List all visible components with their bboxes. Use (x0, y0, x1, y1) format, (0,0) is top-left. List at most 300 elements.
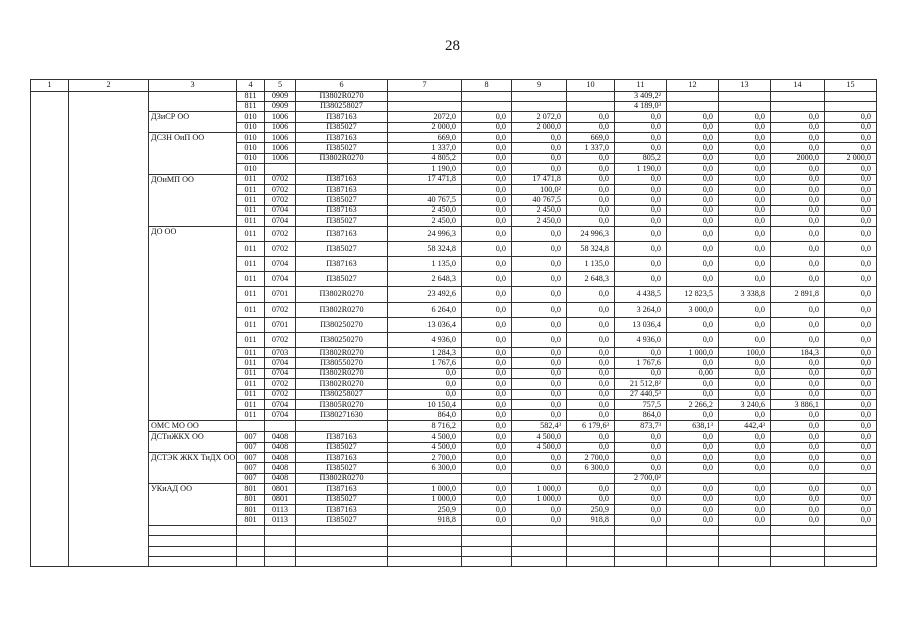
table-cell: 2 648,3 (567, 272, 615, 287)
table-cell: 0408 (265, 452, 296, 462)
table-cell: 0,0 (567, 302, 615, 317)
table-row (31, 112, 877, 122)
department-cell: ДСТиЖКХ ОО (149, 432, 237, 453)
table-cell (825, 101, 877, 111)
empty-cell (388, 546, 462, 556)
table-cell: 24 996,3 (567, 226, 615, 241)
table-cell: 0,0 (667, 256, 719, 271)
table-cell: 0,0 (719, 256, 771, 271)
empty-cell (237, 536, 265, 546)
table-cell: 010 (237, 133, 265, 143)
table-cell (265, 164, 296, 174)
table-cell: 0,0 (512, 410, 567, 420)
table-cell: 250,9 (388, 504, 462, 514)
table-cell: 0,0 (719, 205, 771, 215)
table-cell: 0,0 (512, 241, 567, 256)
table-cell: 0408 (265, 432, 296, 442)
table-cell: 0,0 (719, 133, 771, 143)
empty-cell (462, 525, 512, 535)
table-cell: 0,0 (719, 484, 771, 494)
table-cell: 0,0 (825, 400, 877, 410)
table-cell (237, 420, 265, 431)
table-cell: 184,3 (771, 348, 825, 358)
page-number: 28 (445, 38, 460, 54)
empty-cell (149, 536, 237, 546)
table-cell: 0,0 (719, 358, 771, 368)
table-cell (462, 473, 512, 483)
table-cell: 0,0 (771, 494, 825, 504)
table-cell: 864,0 (615, 410, 667, 420)
table-cell: 4 189,0³ (615, 101, 667, 111)
table-cell: 0,0 (615, 452, 667, 462)
table-cell: 0,0 (667, 515, 719, 525)
table-cell: 1006 (265, 112, 296, 122)
table-cell: 0,0 (388, 368, 462, 378)
table-cell: 0704 (265, 216, 296, 226)
table-cell: 4 936,0 (388, 332, 462, 347)
table-cell: 011 (237, 174, 265, 184)
table-cell: 669,0 (567, 133, 615, 143)
empty-cell (296, 536, 388, 546)
table-cell: 0704 (265, 205, 296, 215)
table-cell: 0,0 (719, 515, 771, 525)
empty-cell (149, 525, 237, 535)
table-cell: 0,0 (512, 515, 567, 525)
table-cell: 0,0 (771, 358, 825, 368)
table-cell: 011 (237, 348, 265, 358)
table-cell: 1 000,0 (667, 348, 719, 358)
table-cell: 0,0 (567, 410, 615, 420)
table-cell: 0,0 (512, 164, 567, 174)
table-cell: 0702 (265, 389, 296, 399)
table-cell: 0,0 (771, 216, 825, 226)
empty-row (31, 546, 877, 556)
table-cell: 0,0 (719, 272, 771, 287)
table-cell: 0,0 (825, 463, 877, 473)
table-cell: 0,0 (615, 241, 667, 256)
table-cell: 0,0 (462, 302, 512, 317)
table-cell: 0408 (265, 442, 296, 452)
table-cell: 0704 (265, 368, 296, 378)
table-cell: 0,0 (825, 358, 877, 368)
empty-cell (719, 536, 771, 546)
table-cell: 0,0 (512, 389, 567, 399)
table-cell: 4 500,0 (388, 442, 462, 452)
budget-table (30, 79, 877, 567)
empty-cell (719, 525, 771, 535)
table-cell: 2072,0 (388, 112, 462, 122)
table-cell: 0,0 (615, 515, 667, 525)
table-cell: 0,0 (667, 164, 719, 174)
column-header: 5 (265, 80, 296, 92)
table-cell: 0,0 (462, 216, 512, 226)
header-row (31, 80, 877, 92)
table-cell: 0,0 (615, 256, 667, 271)
table-cell: 0,0 (667, 195, 719, 205)
table-cell: 6 179,6³ (567, 420, 615, 431)
empty-cell (462, 546, 512, 556)
table-cell: 011 (237, 358, 265, 368)
table-cell: 2 000,0 (825, 153, 877, 163)
table-cell: 011 (237, 241, 265, 256)
table-cell: 0,0 (512, 332, 567, 347)
table-cell: 2 700,0² (615, 473, 667, 483)
table-cell: П3802R0270 (296, 379, 388, 389)
table-cell: 0,0 (825, 379, 877, 389)
table-cell: 0,0 (567, 195, 615, 205)
table-cell: 0,0 (825, 348, 877, 358)
table-cell: 0,0 (771, 389, 825, 399)
table-cell: 0,0 (462, 256, 512, 271)
table-cell: 23 492,6 (388, 287, 462, 302)
table-cell: 0,0 (512, 287, 567, 302)
table-cell: 0,0 (719, 122, 771, 132)
empty-cell (512, 536, 567, 546)
table-cell: 0,0 (771, 317, 825, 332)
table-cell: П387163 (296, 226, 388, 241)
table-cell: 6 300,0 (567, 463, 615, 473)
table-row (31, 133, 877, 143)
table-cell (512, 91, 567, 101)
table-cell: 0,0 (719, 112, 771, 122)
table-cell: 0,0 (771, 463, 825, 473)
empty-cell (149, 556, 237, 566)
table-cell: 0,0 (462, 241, 512, 256)
table-cell: 0,0 (825, 143, 877, 153)
table-cell: П385027 (296, 463, 388, 473)
table-cell: 0,0 (512, 400, 567, 410)
table-cell: 0,0 (825, 112, 877, 122)
table-cell: 918,8 (388, 515, 462, 525)
department-cell: ДЗиСР ОО (149, 112, 237, 133)
table-cell: 0,0 (462, 389, 512, 399)
table-cell: 0,0 (667, 432, 719, 442)
table-cell: 1006 (265, 143, 296, 153)
empty-row (31, 556, 877, 566)
table-cell: 0,0 (667, 494, 719, 504)
table-cell: 1 767,6 (388, 358, 462, 368)
table-cell: 0,0 (771, 504, 825, 514)
table-cell: 0,0 (462, 358, 512, 368)
table-cell: 0,0 (512, 504, 567, 514)
table-cell: 0,0 (771, 442, 825, 452)
table-cell (512, 473, 567, 483)
department-cell: ДО ОО (149, 226, 237, 420)
table-cell: 0,0 (512, 348, 567, 358)
table-cell: 011 (237, 379, 265, 389)
table-cell: 007 (237, 442, 265, 452)
table-cell: 0,0 (771, 122, 825, 132)
table-cell: 1 135,0 (388, 256, 462, 271)
table-cell: 0,0 (462, 452, 512, 462)
table-cell: П385027 (296, 494, 388, 504)
empty-cell (296, 525, 388, 535)
table-cell: 0702 (265, 241, 296, 256)
column-header: 2 (69, 80, 149, 92)
table-cell: 011 (237, 389, 265, 399)
table-cell: 4 936,0 (615, 332, 667, 347)
table-cell: 0,0 (825, 226, 877, 241)
empty-cell (825, 556, 877, 566)
table-cell: 2 700,0 (567, 452, 615, 462)
table-cell: 0,0 (615, 494, 667, 504)
table-cell: 0,0 (512, 133, 567, 143)
empty-cell (462, 556, 512, 566)
table-cell: 3 409,2² (615, 91, 667, 101)
table-cell: П387163 (296, 452, 388, 462)
column-header: 11 (615, 80, 667, 92)
table-cell: 0,0 (771, 112, 825, 122)
table-cell: 0,0 (567, 164, 615, 174)
table-cell (771, 473, 825, 483)
table-cell: 0,0 (462, 400, 512, 410)
table-cell: 0,0 (719, 226, 771, 241)
department-cell: ДСТЭК ЖКХ ТиДХ ОО (149, 452, 237, 483)
table-cell: 0,0 (771, 332, 825, 347)
table-cell: 0,0 (615, 143, 667, 153)
table-cell: 0,0 (825, 216, 877, 226)
table-cell: 007 (237, 452, 265, 462)
table-cell: 1 000,0 (512, 484, 567, 494)
table-cell: 0113 (265, 515, 296, 525)
table-cell: 0,0 (719, 164, 771, 174)
table-cell: 0704 (265, 400, 296, 410)
column-header: 3 (149, 80, 237, 92)
empty-cell (667, 556, 719, 566)
table-cell: 27 440,5³ (615, 389, 667, 399)
table-cell: 0,0 (462, 420, 512, 431)
table-cell: 0,0 (719, 410, 771, 420)
table-cell: 0,0 (567, 174, 615, 184)
table-cell: 0,0 (462, 205, 512, 215)
table-cell: 873,7³ (615, 420, 667, 431)
table-cell: 0,0 (719, 442, 771, 452)
table-cell: 0,0 (667, 463, 719, 473)
table-cell: 0701 (265, 317, 296, 332)
table-cell: 0,0 (667, 241, 719, 256)
table-cell: 0,0 (771, 226, 825, 241)
table-cell: 0,0 (615, 272, 667, 287)
table-cell: 0,0 (667, 389, 719, 399)
table-cell: 40 767,5 (512, 195, 567, 205)
table-cell: 0,0 (615, 122, 667, 132)
empty-cell (771, 536, 825, 546)
table-cell: 0702 (265, 379, 296, 389)
table-cell: 918,8 (567, 515, 615, 525)
table-cell: 0,0 (719, 302, 771, 317)
empty-cell (149, 546, 237, 556)
table-cell: 0,0 (825, 452, 877, 462)
table-cell: 0,0 (825, 272, 877, 287)
table-cell: 17 471,8 (388, 174, 462, 184)
table-cell: 0702 (265, 226, 296, 241)
empty-row (31, 525, 877, 535)
table-cell: 0,0 (512, 143, 567, 153)
table-cell: 0,0 (462, 515, 512, 525)
empty-cell (388, 556, 462, 566)
table-cell: 0,0 (567, 484, 615, 494)
table-cell: 0801 (265, 494, 296, 504)
table-cell: 582,4³ (512, 420, 567, 431)
empty-cell (512, 546, 567, 556)
table-cell: 0,0 (825, 302, 877, 317)
table-cell (296, 164, 388, 174)
table-cell: 0,0 (462, 432, 512, 442)
table-cell (825, 473, 877, 483)
table-cell: 0,0 (567, 122, 615, 132)
table-cell: 864,0 (388, 410, 462, 420)
empty-cell (667, 536, 719, 546)
table-cell: 0,0 (719, 494, 771, 504)
department-cell (149, 91, 237, 112)
empty-cell (296, 546, 388, 556)
table-cell: 011 (237, 185, 265, 195)
column-header: 4 (237, 80, 265, 92)
table-cell: 2 450,0 (388, 216, 462, 226)
table-cell: 0,0 (771, 256, 825, 271)
table-cell: 6 264,0 (388, 302, 462, 317)
table-cell: 0,0 (719, 185, 771, 195)
table-cell: 0,0 (512, 226, 567, 241)
table-cell: 100,0² (512, 185, 567, 195)
empty-cell (388, 536, 462, 546)
table-cell: 0,0 (719, 143, 771, 153)
empty-cell (567, 536, 615, 546)
table-cell: 0,0 (512, 256, 567, 271)
table-cell: 0,0 (462, 226, 512, 241)
table-cell: 0,0 (719, 216, 771, 226)
table-cell: 0702 (265, 174, 296, 184)
table-cell: 0,0 (825, 389, 877, 399)
empty-cell (296, 556, 388, 566)
column-header: 13 (719, 80, 771, 92)
table-row (31, 226, 877, 241)
table-cell: 0,0 (462, 174, 512, 184)
table-cell: 0,0 (512, 153, 567, 163)
table-cell (567, 101, 615, 111)
empty-cell (771, 556, 825, 566)
table-cell (667, 101, 719, 111)
table-cell: 0,0 (667, 185, 719, 195)
col2-cell (69, 91, 149, 567)
table-cell: 24 996,3 (388, 226, 462, 241)
table-cell: 669,0 (388, 133, 462, 143)
department-cell: ДОиМП ОО (149, 174, 237, 226)
column-header: 15 (825, 80, 877, 92)
table-cell: 0,0 (771, 241, 825, 256)
table-cell: 0,0 (719, 332, 771, 347)
empty-cell (567, 525, 615, 535)
table-cell: 0,0 (462, 379, 512, 389)
table-cell: 0,0 (719, 432, 771, 442)
table-cell: 0,0 (667, 112, 719, 122)
table-cell: 0,0 (512, 272, 567, 287)
table-cell: П387163 (296, 256, 388, 271)
table-cell: П3802R0270 (296, 302, 388, 317)
table-cell: 0,0 (462, 112, 512, 122)
table-cell: П387163 (296, 133, 388, 143)
department-cell: УКиАД ОО (149, 484, 237, 526)
table-cell: 0,0 (462, 122, 512, 132)
table-cell: 1006 (265, 122, 296, 132)
empty-cell (237, 525, 265, 535)
table-cell: 0,0 (719, 241, 771, 256)
column-header: 6 (296, 80, 388, 92)
table-cell: 0704 (265, 256, 296, 271)
table-cell: 0,0 (615, 504, 667, 514)
table-cell: 0,0 (719, 504, 771, 514)
table-cell: 1006 (265, 133, 296, 143)
table-cell: П380250270 (296, 317, 388, 332)
table-cell: 0,0 (462, 484, 512, 494)
table-cell: 0,0 (771, 484, 825, 494)
empty-cell (615, 525, 667, 535)
table-cell: 0,0 (825, 133, 877, 143)
column-header: 7 (388, 80, 462, 92)
table-cell: 0,0 (667, 122, 719, 132)
column-header: 14 (771, 80, 825, 92)
table-cell: 1 337,0 (567, 143, 615, 153)
table-cell: 17 471,8 (512, 174, 567, 184)
table-row (31, 432, 877, 442)
table-cell: 0,0 (825, 195, 877, 205)
table-cell (388, 473, 462, 483)
table-cell: 0,0 (615, 442, 667, 452)
table-cell: 0,0 (771, 302, 825, 317)
table-cell: П387163 (296, 484, 388, 494)
table-cell: 811 (237, 91, 265, 101)
table-cell: 13 036,4 (615, 317, 667, 332)
table-cell: 1 000,0 (388, 494, 462, 504)
table-cell: 6 300,0 (388, 463, 462, 473)
table-cell: 0702 (265, 332, 296, 347)
table-cell: 0,0 (771, 379, 825, 389)
table-cell (388, 185, 462, 195)
table-cell: 011 (237, 302, 265, 317)
table-cell: 0408 (265, 463, 296, 473)
table-cell: П380550270 (296, 358, 388, 368)
table-cell: 21 512,8² (615, 379, 667, 389)
table-cell: 0,0 (512, 452, 567, 462)
table-cell: П3802R0270 (296, 153, 388, 163)
table-cell: П3802R0270 (296, 368, 388, 378)
table-cell: 0,0 (615, 463, 667, 473)
table-cell: 0,0 (825, 368, 877, 378)
table-row (31, 452, 877, 462)
table-cell: 0,0 (825, 241, 877, 256)
table-cell: 1 767,6 (615, 358, 667, 368)
table-cell: 010 (237, 143, 265, 153)
table-cell: 0,0 (825, 504, 877, 514)
department-cell: ОМС МО ОО (149, 420, 237, 431)
table-cell: 0,0 (825, 420, 877, 431)
table-cell: 0,0 (771, 195, 825, 205)
table-cell: 2 450,0 (512, 216, 567, 226)
table-cell: 0,0 (771, 420, 825, 431)
table-cell: 011 (237, 272, 265, 287)
table-cell: 2 000,0 (512, 122, 567, 132)
table-cell: 2 450,0 (512, 205, 567, 215)
table-cell: П385027 (296, 143, 388, 153)
table-cell: 011 (237, 256, 265, 271)
table-cell: 0,0 (615, 195, 667, 205)
table-cell: 0,0 (567, 442, 615, 452)
table-cell: 0,0 (667, 484, 719, 494)
table-cell: 1 000,0 (512, 494, 567, 504)
table-cell (388, 101, 462, 111)
table-cell: 0,0 (825, 432, 877, 442)
table-cell: 0,0 (615, 226, 667, 241)
